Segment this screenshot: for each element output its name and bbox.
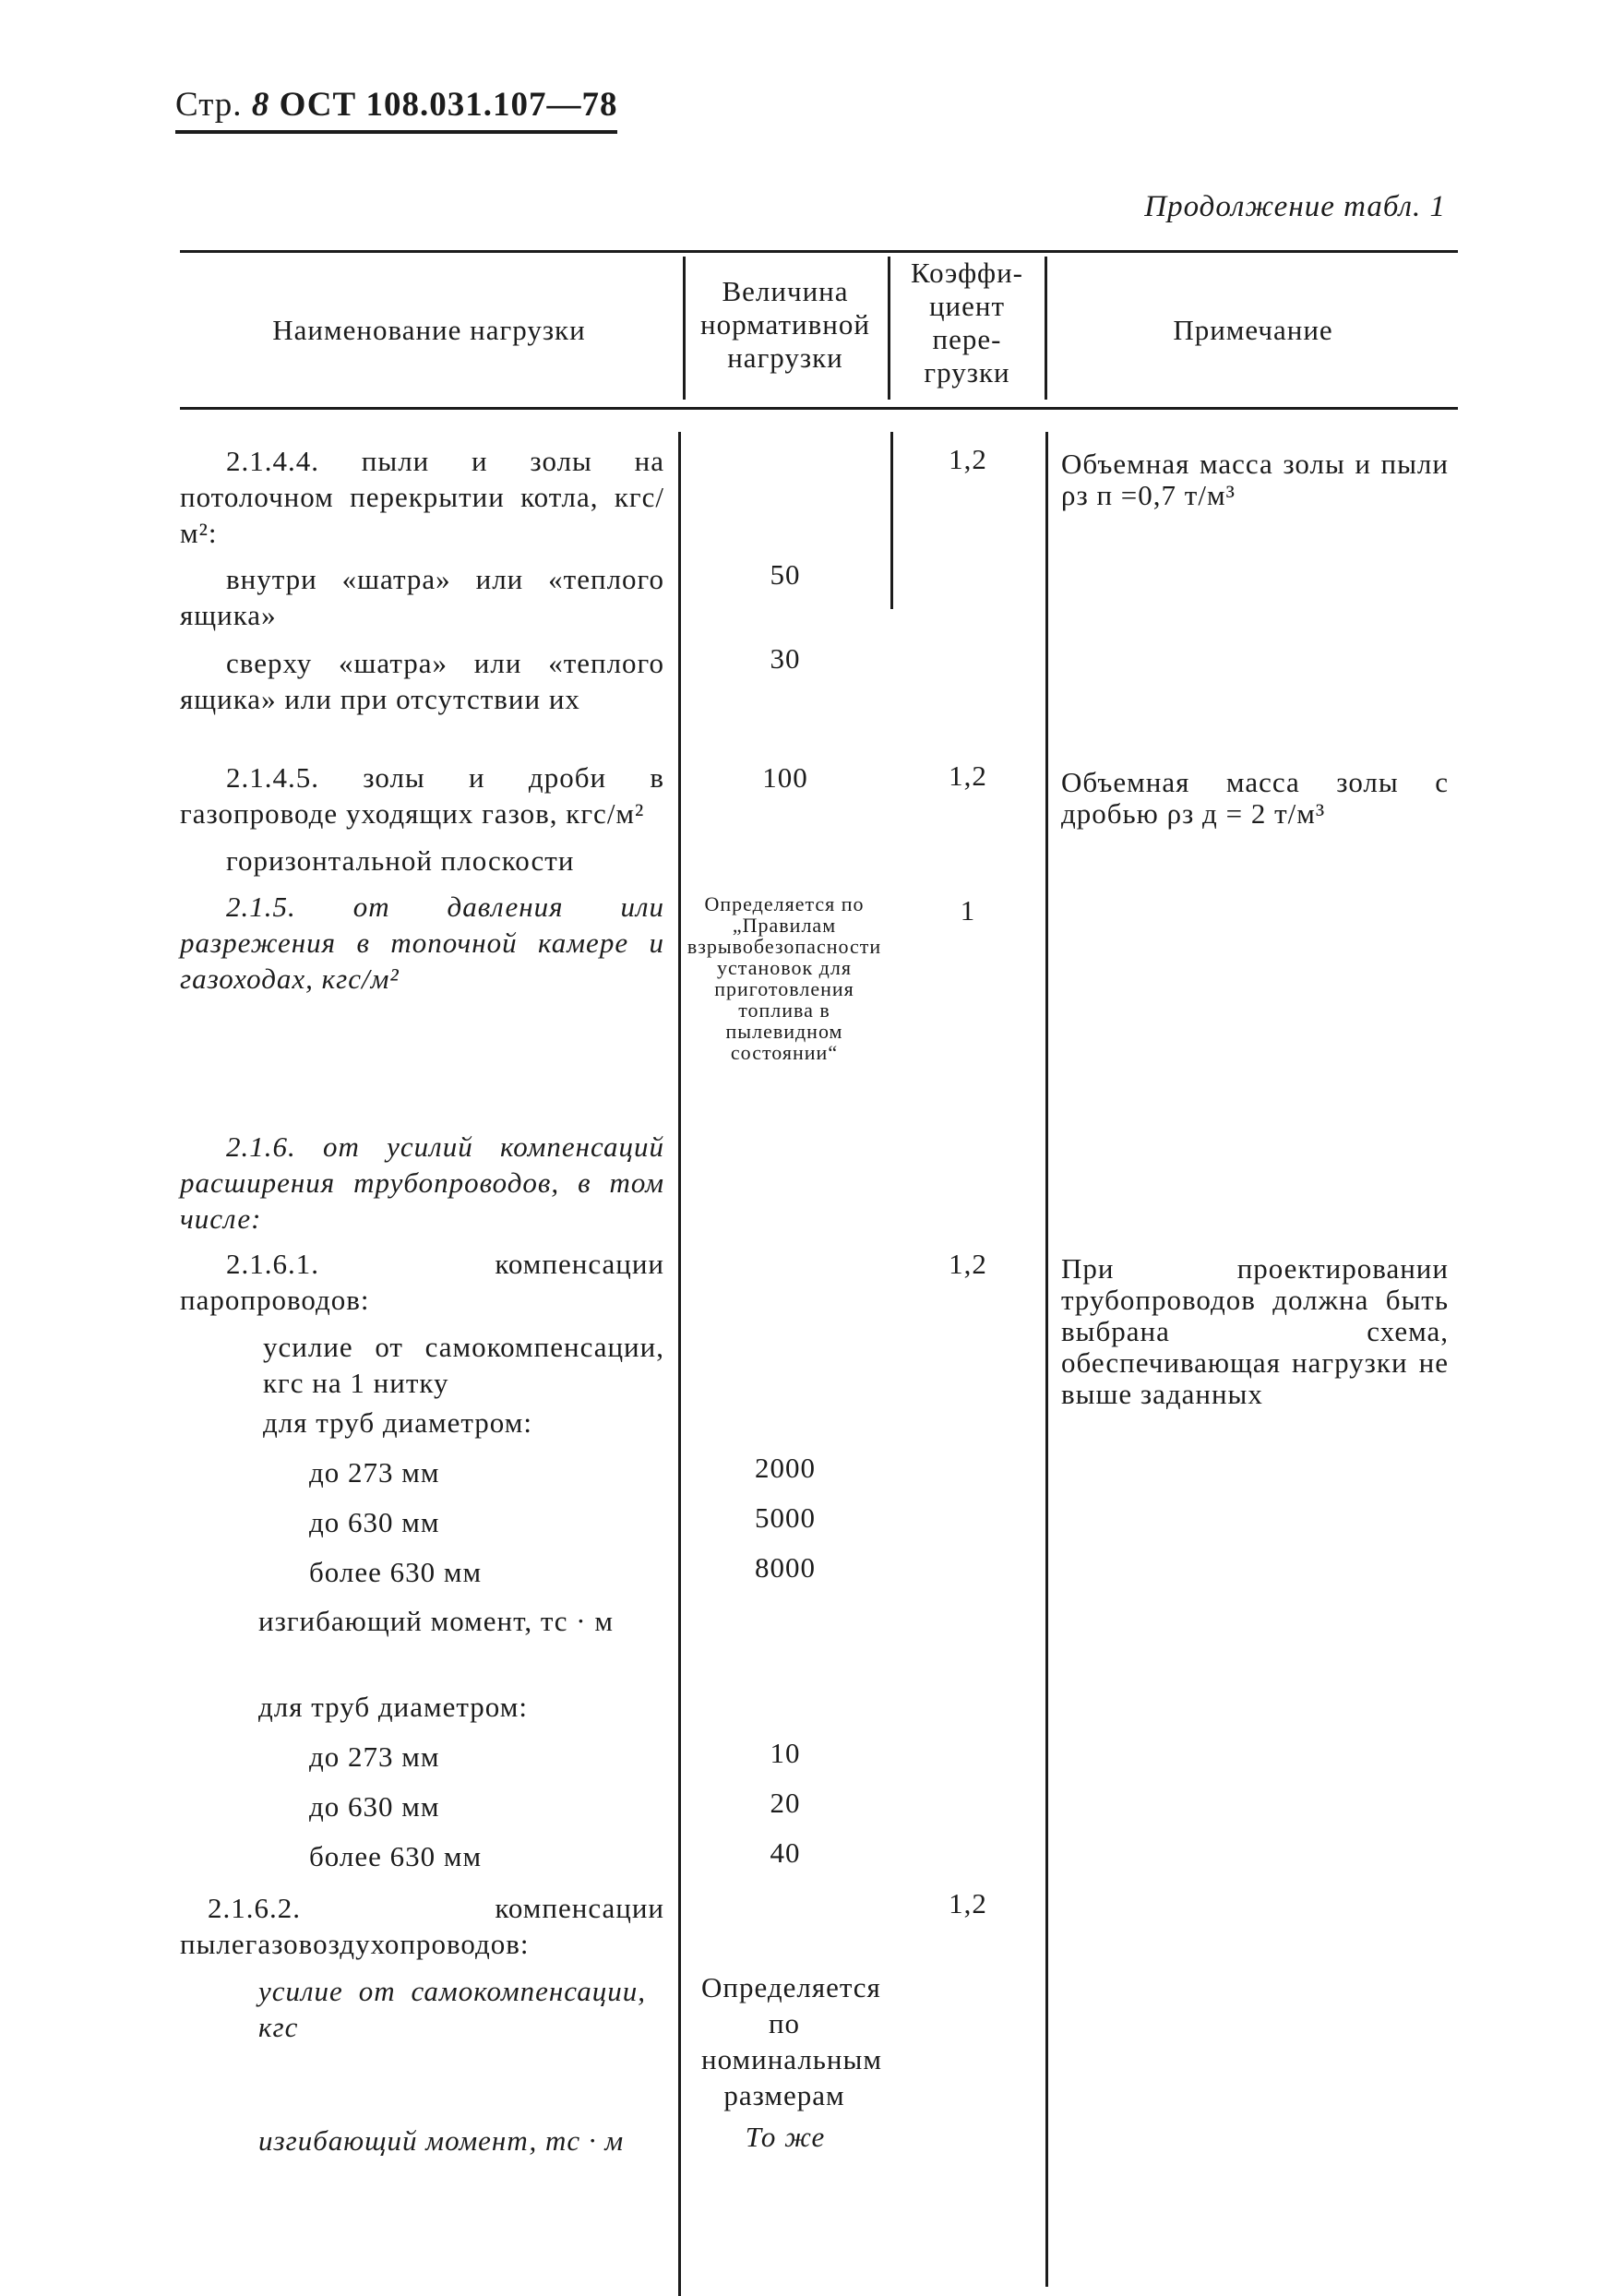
table-top-rule <box>180 250 1458 253</box>
row-2-1-4-4-name: 2.1.4.4. пыли и золы на потолочном перекрытии котла, кгс/м²: <box>180 445 664 549</box>
row-self-compensation-force-name: усилие от самокомпенсации, кгс на 1 нитку <box>263 1331 664 1399</box>
column-divider <box>888 257 890 400</box>
row-2-1-5-value: Определяется по „Правилам взрывобезопасности установок для приготовления топлива в пылевидном состоянии“ <box>687 892 882 1064</box>
row-diameter-over-630-name: более 630 мм <box>309 1840 483 1872</box>
row-2-1-4-4-note: Объемная масса золы и пыли ρз п =0,7 т/м³ <box>1061 448 1449 511</box>
standard-code: ОСТ 108.031.107—78 <box>279 86 618 124</box>
row-diameter-630-name: до 630 мм <box>309 1790 440 1823</box>
row-diameter-over-630-value: 8000 <box>755 1551 816 1584</box>
table-continuation: Продолжение табл. 1 <box>1144 190 1446 223</box>
row-2-1-6-1-name: 2.1.6.1. компенсации паропроводов: <box>180 1248 664 1316</box>
row-2-1-4-5-value: 100 <box>762 761 808 794</box>
column-header-name: Наименование нагрузки <box>272 314 586 346</box>
page-number: 8 <box>251 86 270 124</box>
row-horizontal-plane-name: горизонтальной плоскости <box>226 844 575 877</box>
row-2-1-4-5-coef: 1,2 <box>949 759 987 792</box>
row-diameter-630-value: 20 <box>770 1787 801 1819</box>
row-bending-moment-value: То же <box>745 2121 826 2153</box>
row-2-1-6-2-coef: 1,2 <box>949 1887 987 1919</box>
row-diameter-630-name: до 630 мм <box>309 1506 440 1538</box>
column-header-note: Примечание <box>1173 314 1333 346</box>
column-divider <box>683 257 686 400</box>
row-self-compensation-force-name: усилие от самокомпенсации, кгс <box>258 1975 646 2043</box>
column-header-coef: Коэффи-циент пере-грузки <box>910 257 1024 389</box>
row-2-1-4-5-note: Объемная масса золы с дробью ρз д = 2 т/м³ <box>1061 766 1449 830</box>
row-inside-tent-value: 50 <box>770 558 801 591</box>
page-label: Стр. <box>175 86 243 124</box>
row-2-1-5-coef: 1 <box>960 894 976 927</box>
page-header <box>175 85 617 134</box>
row-self-compensation-force-value: Определяется по номинальным размерам <box>701 1971 882 2111</box>
row-2-1-4-4-coef: 1,2 <box>949 443 987 475</box>
header-bottom-rule <box>180 407 1458 410</box>
row-diameter-273-name: до 273 мм <box>309 1456 440 1489</box>
row-inside-tent-name: внутри «шатра» или «теплого ящика» <box>180 563 664 631</box>
row-2-1-5-name: 2.1.5. от давления или разрежения в топочной камере и газоходах, кгс/м² <box>180 891 664 995</box>
row-above-tent-name: сверху «шатра» или «теплого ящика» или при отсутствии их <box>180 647 664 715</box>
row-2-1-6-1-note: При проектировании трубопроводов должна быть выбрана схема, обеспечивающая нагрузки не выше заданных <box>1061 1252 1449 1410</box>
row-above-tent-value: 30 <box>770 642 801 675</box>
row-bending-moment-name: изгибающий момент, тс · м <box>258 1605 614 1637</box>
row-diameter-over-630-value: 40 <box>770 1836 801 1869</box>
column-divider <box>678 432 681 2296</box>
column-divider <box>1045 257 1047 400</box>
row-diameter-630-value: 5000 <box>755 1501 816 1534</box>
row-pipe-diameter-label: для труб диаметром: <box>263 1406 532 1439</box>
row-bending-moment-name: изгибающий момент, тс · м <box>258 2124 625 2157</box>
row-2-1-6-name: 2.1.6. от усилий компенсаций расширения трубопроводов, в том числе: <box>180 1130 664 1235</box>
row-diameter-273-value: 10 <box>770 1737 801 1769</box>
row-2-1-4-5-name: 2.1.4.5. золы и дроби в газопроводе уходящих газов, кгс/м² <box>180 761 664 830</box>
column-header-value: Величина нормативной нагрузки <box>700 275 870 374</box>
row-2-1-6-2-name: 2.1.6.2. компенсации пылегазовоздухопроводов: <box>180 1892 664 1960</box>
row-pipe-diameter-label: для труб диаметром: <box>258 1691 528 1723</box>
column-divider <box>1045 432 1048 2287</box>
row-diameter-273-name: до 273 мм <box>309 1740 440 1773</box>
row-diameter-273-value: 2000 <box>755 1452 816 1484</box>
row-2-1-6-1-coef: 1,2 <box>949 1248 987 1280</box>
row-diameter-over-630-name: более 630 мм <box>309 1556 483 1588</box>
